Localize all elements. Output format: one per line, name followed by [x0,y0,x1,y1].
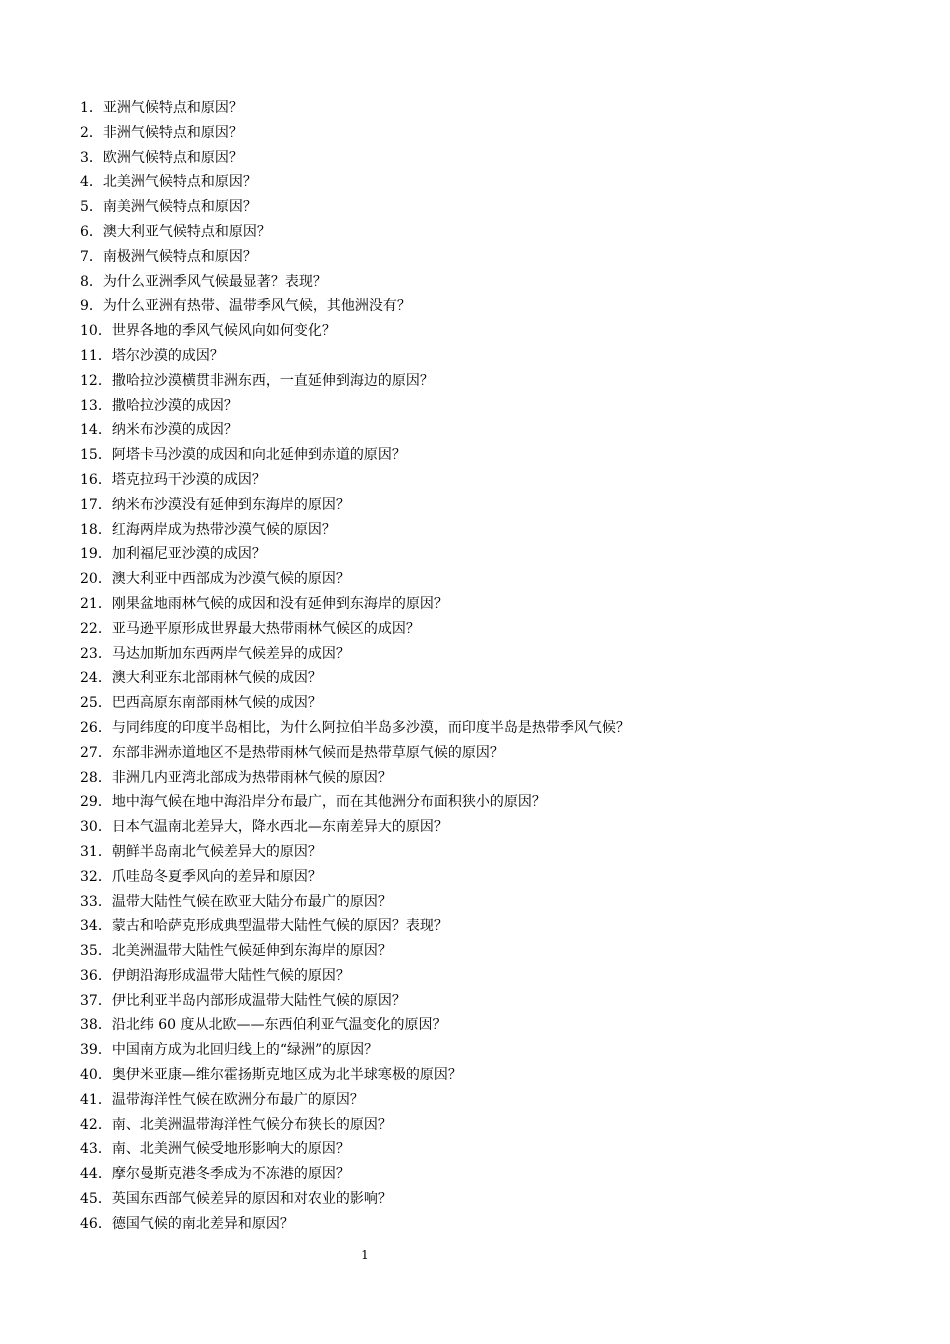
question-number: 4． [80,174,103,191]
question-item [80,493,900,518]
question-number: 26． [80,719,112,736]
question-item [80,914,900,939]
question-item [80,518,900,543]
question-text: 德国气候的南北差异和原因？ [111,1215,294,1232]
question-item [80,617,900,642]
question-number: 24． [80,670,112,687]
question-item [80,716,900,741]
question-item [80,220,900,245]
question-text: 红海两岸成为热带沙漠气候的原因？ [111,521,336,538]
question-item [80,1013,900,1038]
question-number: 18． [80,521,112,538]
question-text: 为什么亚洲有热带、温带季风气候，其他洲没有？ [102,298,411,315]
question-text: 刚果盆地雨林气候的成因和没有延伸到东海岸的原因？ [111,595,448,612]
question-text: 塔尔沙漠的成因？ [111,347,224,364]
question-item [80,294,900,319]
question-number: 42． [80,1116,112,1133]
question-text: 欧洲气候特点和原因？ [102,149,243,166]
question-number: 17． [80,496,112,513]
question-item [80,815,900,840]
question-text: 塔克拉玛干沙漠的成因？ [111,471,266,488]
question-number: 12． [80,372,112,389]
question-number: 39． [80,1042,112,1059]
question-number: 46． [80,1215,112,1232]
question-item [80,964,900,989]
question-item [80,691,900,716]
question-text: 与同纬度的印度半岛相比，为什么阿拉伯半岛多沙漠，而印度半岛是热带季风气候？ [111,719,630,736]
page-number: 1 [361,1248,369,1262]
question-text: 摩尔曼斯克港冬季成为不冻港的原因？ [111,1166,350,1183]
question-item [80,1162,900,1187]
question-item [80,542,900,567]
question-number: 5． [80,199,103,216]
question-number: 43． [80,1141,112,1158]
question-item [80,939,900,964]
question-number: 44． [80,1166,112,1183]
question-text: 伊比利亚半岛内部形成温带大陆性气候的原因？ [111,992,406,1009]
question-item [80,1088,900,1113]
question-text: 南美洲气候特点和原因？ [102,199,257,216]
question-number: 10． [80,323,112,340]
question-item [80,766,900,791]
question-item [80,418,900,443]
question-text: 亚洲气候特点和原因？ [102,100,243,116]
question-text: 非洲气候特点和原因？ [102,124,243,141]
question-number: 20． [80,571,112,588]
question-number: 16． [80,471,112,488]
question-number: 45． [80,1191,112,1208]
question-item [80,790,900,815]
question-item [80,642,900,667]
question-text: 北美洲温带大陆性气候延伸到东海岸的原因？ [111,943,392,960]
question-item [80,1212,900,1237]
question-text: 蒙古和哈萨克形成典型温带大陆性气候的原因？表现？ [111,918,448,935]
question-number: 2． [80,124,103,141]
question-text: 中国南方成为北回归线上的“绿洲”的原因？ [111,1042,379,1059]
question-number: 33． [80,893,112,910]
question-text: 地中海气候在地中海沿岸分布最广，而在其他洲分布面积狭小的原因？ [111,794,546,811]
question-number: 31． [80,843,112,860]
question-number: 32． [80,868,112,885]
question-item [80,369,900,394]
question-item [80,121,900,146]
question-text: 非洲几内亚湾北部成为热带雨林气候的原因？ [111,769,392,786]
question-item [80,865,900,890]
question-item [80,1038,900,1063]
question-item [80,1113,900,1138]
question-text: 阿塔卡马沙漠的成因和向北延伸到赤道的原因？ [111,447,406,464]
question-text: 为什么亚洲季风气候最显著？表现？ [102,273,327,290]
question-number: 21． [80,595,112,612]
question-item [80,741,900,766]
question-text: 沿北纬 60 度从北欧——东西伯利亚气温变化的原因？ [111,1017,447,1034]
question-text: 温带海洋性气候在欧洲分布最广的原因？ [111,1091,364,1108]
question-item [80,195,900,220]
question-number: 25． [80,695,112,712]
question-text: 撒哈拉沙漠的成因？ [111,397,238,414]
question-number: 15． [80,447,112,464]
question-text: 爪哇岛冬夏季风向的差异和原因？ [111,868,322,885]
question-text: 温带大陆性气候在欧亚大陆分布最广的原因？ [111,893,392,910]
question-number: 23． [80,645,112,662]
question-text: 北美洲气候特点和原因？ [102,174,257,191]
question-number: 40． [80,1067,112,1084]
question-item [80,1187,900,1212]
question-number: 35． [80,943,112,960]
question-number: 19． [80,546,112,563]
question-number: 34． [80,918,112,935]
question-text: 纳米布沙漠的成因？ [111,422,238,439]
question-item [80,468,900,493]
question-item [80,840,900,865]
question-item [80,890,900,915]
question-text: 撒哈拉沙漠横贯非洲东西，一直延伸到海边的原因？ [111,372,434,389]
question-item [80,96,900,121]
question-item [80,443,900,468]
question-number: 30． [80,819,112,836]
question-number: 37． [80,992,112,1009]
question-text: 巴西高原东南部雨林气候的成因？ [111,695,322,712]
question-text: 伊朗沿海形成温带大陆性气候的原因？ [111,967,350,984]
question-number: 9． [80,298,103,315]
question-number: 28． [80,769,112,786]
question-number: 29． [80,794,112,811]
question-text: 日本气温南北差异大，降水西北—东南差异大的原因？ [111,819,448,836]
question-list [80,96,900,1237]
question-text: 澳大利亚气候特点和原因？ [102,223,271,240]
question-item [80,592,900,617]
question-item [80,666,900,691]
question-text: 朝鲜半岛南北气候差异大的原因？ [111,843,322,860]
question-item [80,989,900,1014]
question-text: 英国东西部气候差异的原因和对农业的影响？ [111,1191,392,1208]
question-number: 22． [80,620,112,637]
question-number: 11． [80,347,112,364]
question-number: 3． [80,149,103,166]
question-item [80,146,900,171]
question-text: 纳米布沙漠没有延伸到东海岸的原因？ [111,496,350,513]
question-text: 南、北美洲温带海洋性气候分布狭长的原因？ [111,1116,392,1133]
question-item [80,245,900,270]
question-item [80,319,900,344]
question-text: 加利福尼亚沙漠的成因？ [111,546,266,563]
question-number: 6． [80,223,103,240]
question-item [80,170,900,195]
question-item [80,567,900,592]
question-item [80,344,900,369]
question-number: 38． [80,1017,112,1034]
question-text: 世界各地的季风气候风向如何变化？ [111,323,336,340]
question-text: 澳大利亚中西部成为沙漠气候的原因？ [111,571,350,588]
question-item [80,1137,900,1162]
question-text: 澳大利亚东北部雨林气候的成因？ [111,670,322,687]
question-text: 马达加斯加东西两岸气候差异的成因？ [111,645,350,662]
question-number: 14． [80,422,112,439]
question-text: 奥伊米亚康—维尔霍扬斯克地区成为北半球寒极的原因？ [111,1067,462,1084]
question-item [80,270,900,295]
question-number: 36． [80,967,112,984]
question-number: 7． [80,248,103,265]
question-text: 南、北美洲气候受地形影响大的原因？ [111,1141,350,1158]
question-number: 13． [80,397,112,414]
question-text: 东部非洲赤道地区不是热带雨林气候而是热带草原气候的原因？ [111,744,504,761]
question-number: 27． [80,744,112,761]
question-text: 亚马逊平原形成世界最大热带雨林气候区的成因？ [111,620,420,637]
question-item [80,394,900,419]
question-number: 1． [80,100,103,116]
question-number: 41． [80,1091,112,1108]
question-number: 8． [80,273,103,290]
question-item [80,1063,900,1088]
question-text: 南极洲气候特点和原因？ [102,248,257,265]
